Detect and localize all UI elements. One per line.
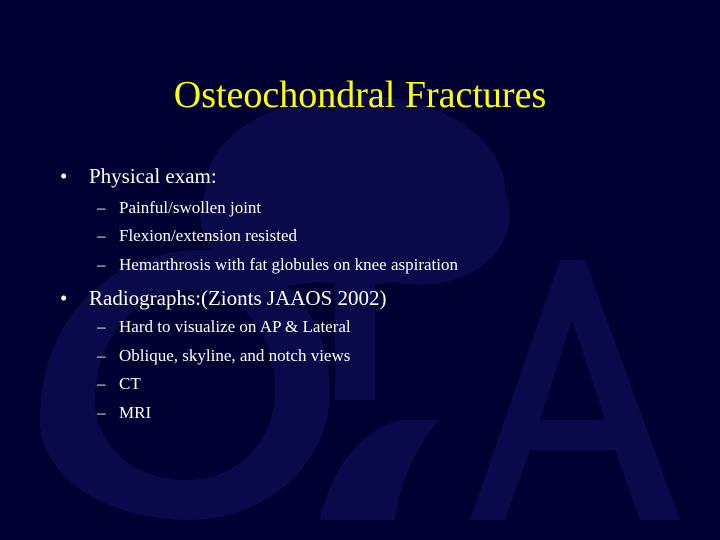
- sub-item-text: Hemarthrosis with fat globules on knee aspiration: [119, 255, 458, 274]
- bullet-marker: •: [60, 164, 68, 188]
- section-heading-text: Physical exam:: [89, 164, 217, 188]
- section-heading-text: Radiographs:(Zionts JAAOS 2002): [89, 286, 387, 310]
- sub-item-text: Painful/swollen joint: [119, 198, 262, 217]
- dash-marker: –: [97, 198, 106, 217]
- dash-marker: –: [97, 317, 106, 336]
- sub-item-text: Oblique, skyline, and notch views: [119, 346, 351, 365]
- dash-marker: –: [97, 255, 106, 274]
- dash-marker: –: [97, 403, 106, 422]
- slide-title: Osteochondral Fractures: [173, 74, 547, 116]
- sub-item-text: CT: [119, 374, 141, 393]
- bullet-marker: •: [60, 286, 68, 310]
- sub-item-text: Hard to visualize on AP & Lateral: [119, 317, 351, 336]
- sub-item-text: MRI: [119, 403, 152, 422]
- dash-marker: –: [97, 346, 106, 365]
- dash-marker: –: [97, 226, 106, 245]
- sub-item-text: Flexion/extension resisted: [119, 226, 298, 245]
- dash-marker: –: [97, 374, 106, 393]
